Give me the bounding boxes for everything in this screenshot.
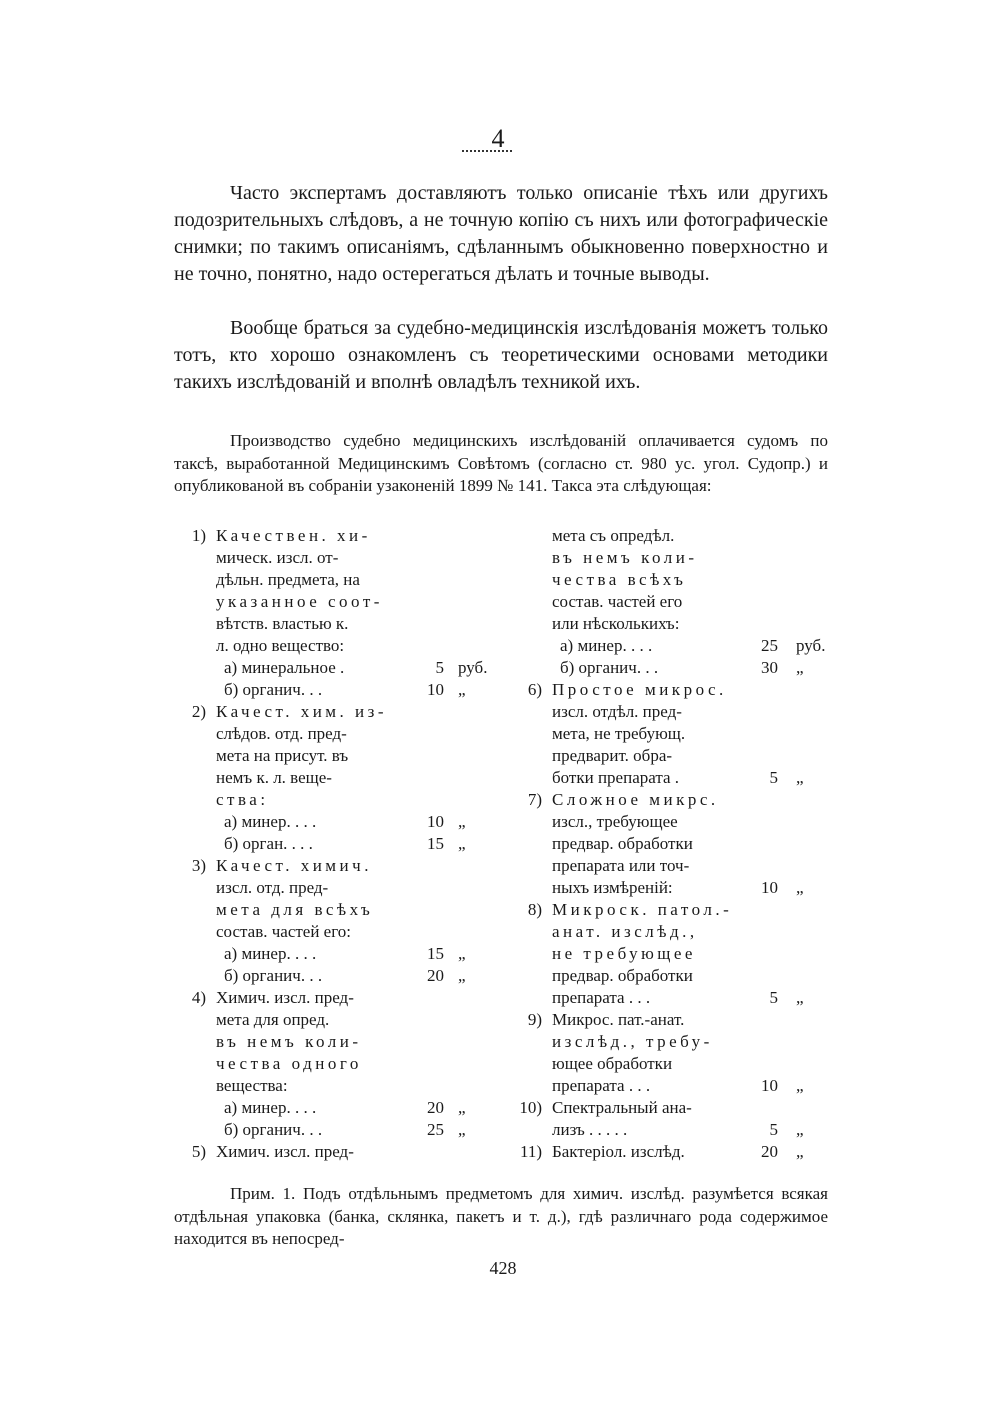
item-unit: „ <box>458 812 466 831</box>
tariff-line <box>514 833 834 855</box>
item-price: 20 <box>427 1098 444 1117</box>
item-text: въ немъ коли- <box>216 1032 362 1051</box>
item-text: а) минер. . . . <box>224 944 317 963</box>
item-text: предварит. обра- <box>552 746 673 765</box>
item-text: изсл. отдѣл. пред- <box>552 702 682 721</box>
tariff-line <box>514 987 834 1009</box>
item-text: предвар. обработки <box>552 966 693 985</box>
tariff-column-right <box>514 525 834 1163</box>
item-text: б) органич. . . <box>224 966 323 985</box>
item-unit: руб. <box>458 658 488 677</box>
item-text: Бактеріол. изслѣд. <box>552 1142 685 1161</box>
item-unit: „ <box>458 680 466 699</box>
item-text: а) минер. . . . <box>560 636 653 655</box>
tariff-line <box>176 591 481 613</box>
tariff-line <box>514 965 834 987</box>
item-text: мета, не требующ. <box>552 724 686 743</box>
item-unit: „ <box>458 966 466 985</box>
item-text: Микроск. патол.- <box>552 900 733 919</box>
item-text: немъ к. л. веще- <box>216 768 332 787</box>
item-price: 30 <box>761 658 778 677</box>
item-text: состав. частей его: <box>216 922 352 941</box>
item-number: 7) <box>527 790 542 809</box>
tariff-line <box>514 657 834 679</box>
item-unit: руб. <box>796 636 826 655</box>
tariff-line <box>514 1053 834 1075</box>
tariff-line <box>514 1009 834 1031</box>
item-text: Качест. хим. из- <box>216 702 388 721</box>
tariff-line <box>176 569 481 591</box>
item-unit: „ <box>458 944 466 963</box>
tariff-column-left <box>176 525 488 1163</box>
item-number: 2) <box>191 702 206 721</box>
page-number-top: 4 <box>491 124 505 153</box>
item-number: 6) <box>527 680 542 699</box>
tariff-line <box>176 1141 481 1163</box>
paragraph-text: Производство судебно медицинскихъ изслѣдованій оплачивается судомъ по таксѣ, выработанной Медицинскимъ Совѣтомъ (согласно ст. 980 ус. угол. Судопр.) и опубликованой въ собраніи узаконеній 1899 № 141. Такса эта слѣдующая: <box>174 431 828 495</box>
tariff-line <box>514 547 834 569</box>
item-price: 15 <box>427 944 444 963</box>
tariff-line <box>176 745 481 767</box>
tariff-line <box>176 921 481 943</box>
item-price: 10 <box>761 878 778 897</box>
tariff-line <box>514 811 834 833</box>
item-text: Простое микрос. <box>552 680 727 699</box>
item-number: 10) <box>519 1098 542 1117</box>
item-text: вѣтств. властью к. <box>216 614 349 633</box>
tariff-line <box>176 525 481 547</box>
tariff-line <box>176 547 481 569</box>
item-unit: „ <box>458 834 466 853</box>
item-text: дѣльн. предмета, на <box>216 570 360 589</box>
tariff-line <box>514 723 834 745</box>
tariff-line <box>514 1097 834 1119</box>
tariff-line <box>514 1075 834 1097</box>
item-number: 11) <box>519 1142 542 1161</box>
paragraph-tariff-intro <box>174 430 828 498</box>
tariff-line <box>514 613 834 635</box>
tariff-line <box>176 635 481 657</box>
tariff-line <box>176 943 481 965</box>
item-text: препарата или точ- <box>552 856 690 875</box>
item-text: б) органич. . . <box>224 1120 323 1139</box>
tariff-line <box>176 987 481 1009</box>
tariff-line <box>176 789 481 811</box>
tariff-line <box>514 591 834 613</box>
item-unit: „ <box>796 878 804 897</box>
tariff-line <box>176 899 481 921</box>
item-price: 25 <box>427 1120 444 1139</box>
item-text: мета для опред. <box>216 1010 330 1029</box>
tariff-line <box>176 965 481 987</box>
item-text: Химич. изсл. пред- <box>216 988 354 1007</box>
item-text: изслѣд., требу- <box>552 1032 713 1051</box>
item-price: 5 <box>769 1120 778 1139</box>
item-text: б) органич. . . <box>560 658 659 677</box>
footnote <box>174 1183 828 1251</box>
item-text: препарата . . . <box>552 1076 651 1095</box>
tariff-line <box>176 811 481 833</box>
item-price: 10 <box>427 680 444 699</box>
item-text: чества всѣхъ <box>552 570 687 589</box>
item-text: мета для всѣхъ <box>216 900 374 919</box>
item-text: анат. изслѣд., <box>552 922 698 941</box>
paragraph-text: Вообще браться за судебно-медицинскія изслѣдованія можетъ только тотъ, кто хорошо ознакомленъ съ теоретическими основами методики такихъ изслѣдованій и вполнѣ овладѣлъ техникой ихъ. <box>174 317 828 393</box>
item-price: 5 <box>769 768 778 787</box>
item-text: Спектральный ана- <box>552 1098 692 1117</box>
tariff-line <box>514 701 834 723</box>
item-unit: „ <box>796 658 804 677</box>
tariff-line <box>514 789 834 811</box>
item-price: 25 <box>761 636 778 655</box>
item-text: состав. частей его <box>552 592 683 611</box>
item-text: б) орган. . . . <box>224 834 313 853</box>
item-number: 1) <box>191 526 206 545</box>
item-text: изсл. отд. пред- <box>216 878 329 897</box>
item-number: 9) <box>527 1010 542 1029</box>
tariff-line <box>176 1119 481 1141</box>
item-text: л. одно вещество: <box>216 636 345 655</box>
item-text: препарата . . . <box>552 988 651 1007</box>
tariff-line <box>176 657 488 679</box>
item-text: лизъ . . . . . <box>552 1120 628 1139</box>
tariff-line <box>514 679 834 701</box>
tariff-line <box>514 943 834 965</box>
tariff-line <box>176 1009 481 1031</box>
item-text: Качест. химич. <box>216 856 372 875</box>
tariff-line <box>176 613 481 635</box>
tariff-line <box>514 1119 834 1141</box>
item-unit: „ <box>458 1098 466 1117</box>
item-text: Сложное микрс. <box>552 790 719 809</box>
page-number-bottom: 428 <box>489 1258 517 1278</box>
item-unit: „ <box>796 1076 804 1095</box>
item-unit: „ <box>796 1120 804 1139</box>
item-text: ства: <box>216 790 269 809</box>
tariff-line <box>176 833 481 855</box>
tariff-line <box>514 569 834 591</box>
item-text: а) минеральное . <box>224 658 345 677</box>
paragraph-expertise <box>174 315 828 396</box>
item-text: Химич. изсл. пред- <box>216 1142 354 1161</box>
item-text: а) минер. . . . <box>224 812 317 831</box>
item-price: 10 <box>427 812 444 831</box>
tariff-line <box>514 899 834 921</box>
item-text: слѣдов. отд. пред- <box>216 724 347 743</box>
item-price: 5 <box>435 658 444 677</box>
item-unit: „ <box>796 1142 804 1161</box>
item-text: въ немъ коли- <box>552 548 698 567</box>
item-text: б) органич. . . <box>224 680 323 699</box>
item-text: изсл., требующее <box>552 812 678 831</box>
item-text: не требующее <box>552 944 696 963</box>
tariff-line <box>514 767 834 789</box>
tariff-line <box>514 921 834 943</box>
tariff-line <box>514 635 834 657</box>
item-text: или нѣсколькихъ: <box>552 614 680 633</box>
item-text: Микрос. пат.-анат. <box>552 1010 685 1029</box>
item-text: Качествен. хи- <box>216 526 371 545</box>
item-text: ныхъ измѣреній: <box>552 878 673 897</box>
item-price: 10 <box>761 1076 778 1095</box>
item-unit: „ <box>796 988 804 1007</box>
footnote-text: Прим. 1. Подъ отдѣльнымъ предметомъ для химич. изслѣд. разумѣется всякая отдѣльная упаковка (банка, склянка, пакетъ и т. д.), гдѣ различнаго рода содержимое находится въ непосред- <box>174 1184 828 1248</box>
item-text: мическ. изсл. от- <box>216 548 339 567</box>
tariff-line <box>514 1031 834 1053</box>
item-price: 20 <box>427 966 444 985</box>
item-text: мета на присут. въ <box>216 746 349 765</box>
item-number: 4) <box>191 988 206 1007</box>
item-number: 3) <box>191 856 206 875</box>
item-number: 5) <box>191 1142 206 1161</box>
item-price: 5 <box>769 988 778 1007</box>
item-text: вещества: <box>216 1076 288 1095</box>
item-price: 15 <box>427 834 444 853</box>
tariff-line <box>176 723 481 745</box>
paragraph-experts <box>174 180 828 288</box>
item-text: чества одного <box>216 1054 362 1073</box>
header-divider <box>462 150 512 152</box>
tariff-line <box>176 855 481 877</box>
item-text: ющее обработки <box>552 1054 673 1073</box>
item-text: указанное соот- <box>216 592 383 611</box>
item-text: а) минер. . . . <box>224 1098 317 1117</box>
item-unit: „ <box>796 768 804 787</box>
item-text: предвар. обработки <box>552 834 693 853</box>
tariff-line <box>176 1097 481 1119</box>
tariff-line <box>176 701 481 723</box>
tariff-line <box>514 525 834 547</box>
item-number: 8) <box>527 900 542 919</box>
tariff-line <box>176 767 481 789</box>
tariff-line <box>514 1141 834 1163</box>
tariff-line <box>176 1031 481 1053</box>
tariff-line <box>176 1075 481 1097</box>
tariff-line <box>514 855 834 877</box>
item-unit: „ <box>458 1120 466 1139</box>
item-text: мета съ опредѣл. <box>552 526 675 545</box>
item-price: 20 <box>761 1142 778 1161</box>
tariff-line <box>176 679 481 701</box>
tariff-line <box>514 877 834 899</box>
item-text: ботки препарата . <box>552 768 680 787</box>
paragraph-text: Часто экспертамъ доставляютъ только описаніе тѣхъ или другихъ подозрительныхъ слѣдовъ, а не точную копію съ нихъ или фотографическіе снимки; по такимъ описаніямъ, сдѣланнымъ обыкновенно поверхностно и не точно, понятно, надо остерегаться дѣлать и точные выводы. <box>174 182 828 285</box>
tariff-line <box>514 745 834 767</box>
tariff-line <box>176 1053 481 1075</box>
tariff-line <box>176 877 481 899</box>
